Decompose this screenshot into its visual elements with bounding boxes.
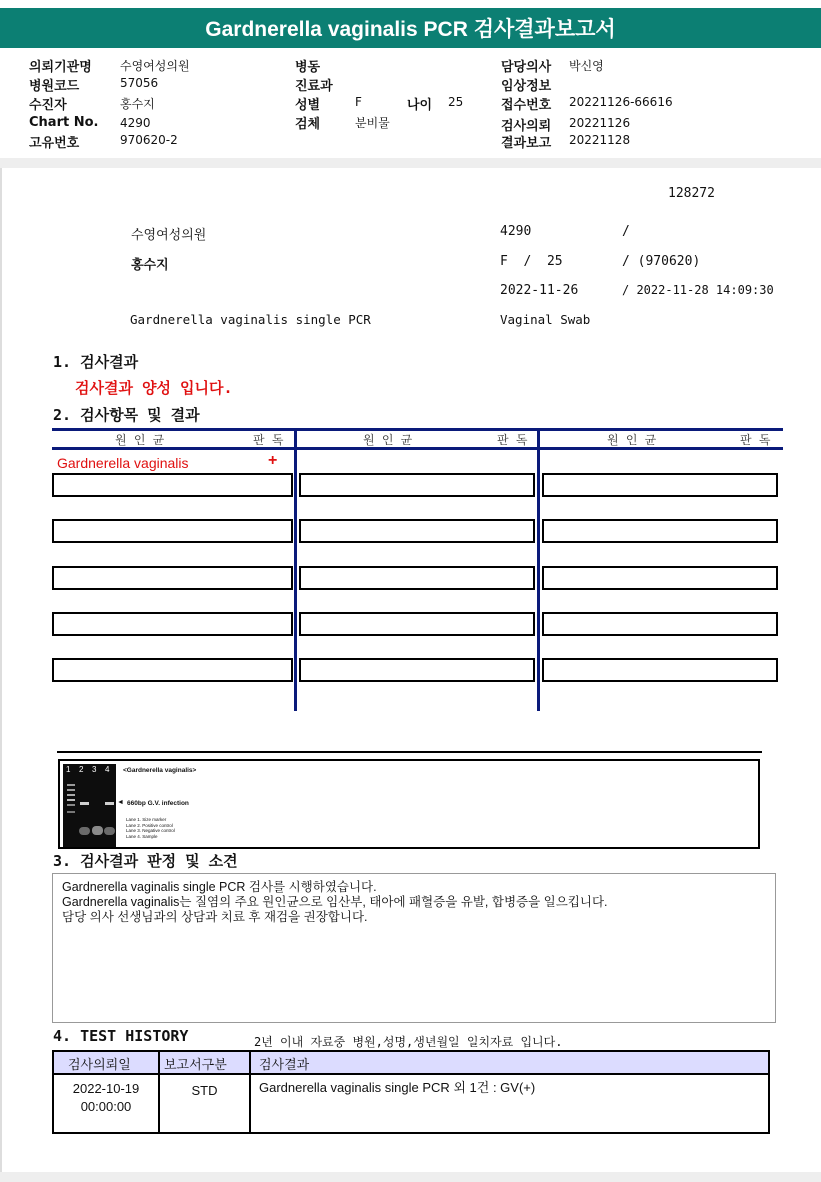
gel-band (67, 804, 75, 806)
history-type: STD (191, 1083, 218, 1098)
label-doctor: 담당의사 (501, 60, 552, 75)
value-patient: 홍수지 (120, 97, 155, 111)
section2-title: 2. 검사항목 및 결과 (53, 406, 200, 424)
lane-label: 4 (105, 765, 110, 774)
value-age: 25 (448, 95, 464, 109)
value-request-date: 20221126 (569, 116, 631, 130)
divider (0, 158, 821, 168)
history-col-result: 검사결과 (259, 1057, 310, 1072)
summary-reported: / 2022-11-28 14:09:30 (622, 283, 774, 297)
gel-band (104, 827, 115, 835)
legend-item: Lane 4. Sample (126, 833, 158, 839)
result-slot (542, 658, 778, 682)
summary-birth: / (970620) (622, 254, 701, 269)
gel-rule (57, 751, 762, 753)
opinion-line: 담당 의사 선생님과의 상담과 치료 후 재검을 권장합니다. (62, 910, 368, 924)
value-receipt-no: 20221126-66616 (569, 95, 673, 109)
result-slot (542, 566, 778, 590)
value-specimen: 분비물 (355, 116, 390, 130)
label-ward: 병동 (295, 60, 321, 75)
opinion-line: Gardnerella vaginalis는 질염의 주요 원인균으로 임산부, 태아에 패혈증을 유발, 합병증을 일으킵니다. (62, 895, 608, 909)
label-receipt-no: 접수번호 (501, 98, 552, 113)
label-chart: Chart No. (29, 115, 99, 130)
summary-sex-age: F / 25 (500, 254, 563, 269)
gel-band (105, 802, 114, 805)
history-note: 2년 이내 자료중 병원,성명,생년월일 일치자료 입니다. (254, 1035, 563, 1049)
gel-band (92, 826, 103, 835)
gel-band (67, 794, 75, 796)
summary-test-name: Gardnerella vaginalis single PCR (130, 312, 371, 327)
column-divider (249, 1052, 251, 1132)
result-slot (52, 612, 293, 636)
summary-chart: 4290 (500, 224, 532, 239)
summary-specimen: Vaginal Swab (500, 312, 591, 327)
value-chart: 4290 (120, 116, 151, 130)
gel-panel (58, 759, 760, 849)
column-divider (537, 428, 540, 711)
summary-clinic: 수영여성의원 (131, 228, 207, 243)
section4-title: 4. TEST HISTORY (53, 1027, 189, 1045)
section3-title: 3. 검사결과 판정 및 소견 (53, 852, 238, 870)
result-slot (299, 519, 535, 543)
label-specimen: 검체 (295, 117, 321, 132)
legend-item: Lane 2. Positive control (126, 822, 173, 828)
opinion-line: Gardnerella vaginalis single PCR 검사를 시행하였습니다. (62, 880, 377, 894)
gel-image (63, 764, 116, 847)
result-slot (542, 519, 778, 543)
value-doctor: 박신영 (569, 59, 604, 73)
value-hospital-code: 57056 (120, 76, 159, 90)
lane-label: 2 (79, 765, 84, 774)
gel-band (67, 789, 75, 791)
result-slot (542, 612, 778, 636)
result-slot (299, 566, 535, 590)
opinion-box (52, 873, 776, 1023)
history-time: 00:00:00 (80, 1099, 132, 1114)
column-divider (294, 428, 297, 711)
value-unique-id: 970620-2 (120, 133, 178, 147)
summary-slash: / (622, 224, 630, 239)
label-unique-id: 고유번호 (29, 136, 80, 151)
result-slot (52, 519, 293, 543)
history-date: 2022-10-19 (72, 1081, 140, 1096)
label-department: 진료과 (295, 79, 333, 94)
col-header-organism: 원 인 균 (115, 433, 165, 447)
arrow-icon: ◄ (117, 799, 124, 806)
lane-label: 3 (92, 765, 97, 774)
footer-band (0, 1172, 821, 1182)
legend-item: Lane 1. Size marker (126, 817, 167, 822)
history-header (54, 1052, 768, 1075)
gel-band (79, 827, 90, 835)
gel-band (67, 811, 75, 813)
result-slot (299, 658, 535, 682)
result-summary: 검사결과 양성 입니다. (75, 379, 233, 397)
value-report-date: 20221128 (569, 133, 631, 147)
gel-title: <Gardnerella vaginalis> (123, 767, 197, 774)
result-slot (52, 473, 293, 497)
label-clinic: 의뢰기관명 (29, 60, 92, 75)
col-header-result: 판 독 (253, 433, 284, 447)
gel-band (67, 784, 75, 786)
col-header-result: 판 독 (740, 433, 771, 447)
report-number: 128272 (668, 186, 715, 201)
col-header-organism: 원 인 균 (607, 433, 657, 447)
gel-legend (126, 817, 175, 839)
gel-band (80, 802, 89, 805)
result-slot (52, 566, 293, 590)
label-request-date: 검사의뢰 (501, 119, 552, 134)
legend-item: Lane 3. Negative control (126, 828, 175, 833)
history-col-type: 보고서구분 (164, 1057, 227, 1072)
label-sex: 성별 (295, 98, 321, 113)
summary-received: 2022-11-26 (500, 283, 579, 298)
result-slot (299, 473, 535, 497)
label-age: 나이 (407, 98, 433, 113)
organism-name: Gardnerella vaginalis (57, 455, 189, 471)
value-clinic: 수영여성의원 (120, 59, 190, 73)
col-header-result: 판 독 (497, 433, 528, 447)
label-clinical-info: 임상정보 (501, 79, 552, 94)
result-slot (299, 612, 535, 636)
summary-patient: 홍수지 (131, 258, 169, 273)
history-table (52, 1050, 770, 1134)
gel-band (67, 799, 75, 801)
history-result: Gardnerella vaginalis single PCR 외 1건 : GV(+) (259, 1080, 536, 1095)
label-patient: 수진자 (29, 98, 67, 113)
result-slot (52, 658, 293, 682)
col-header-organism: 원 인 균 (363, 433, 413, 447)
band-label: 660bp G.V. infection (127, 800, 189, 807)
label-report-date: 결과보고 (501, 136, 552, 151)
history-row-date (54, 1080, 158, 1116)
page-edge (0, 168, 2, 1172)
lane-label: 1 (66, 765, 71, 774)
label-hospital-code: 병원코드 (29, 79, 80, 94)
value-sex: F (355, 95, 362, 109)
history-col-date: 검사의뢰일 (68, 1057, 131, 1072)
section1-title: 1. 검사결과 (53, 353, 139, 371)
organism-result: + (268, 452, 278, 469)
report-title: Gardnerella vaginalis PCR 검사결과보고서 (0, 8, 821, 48)
result-slot (542, 473, 778, 497)
